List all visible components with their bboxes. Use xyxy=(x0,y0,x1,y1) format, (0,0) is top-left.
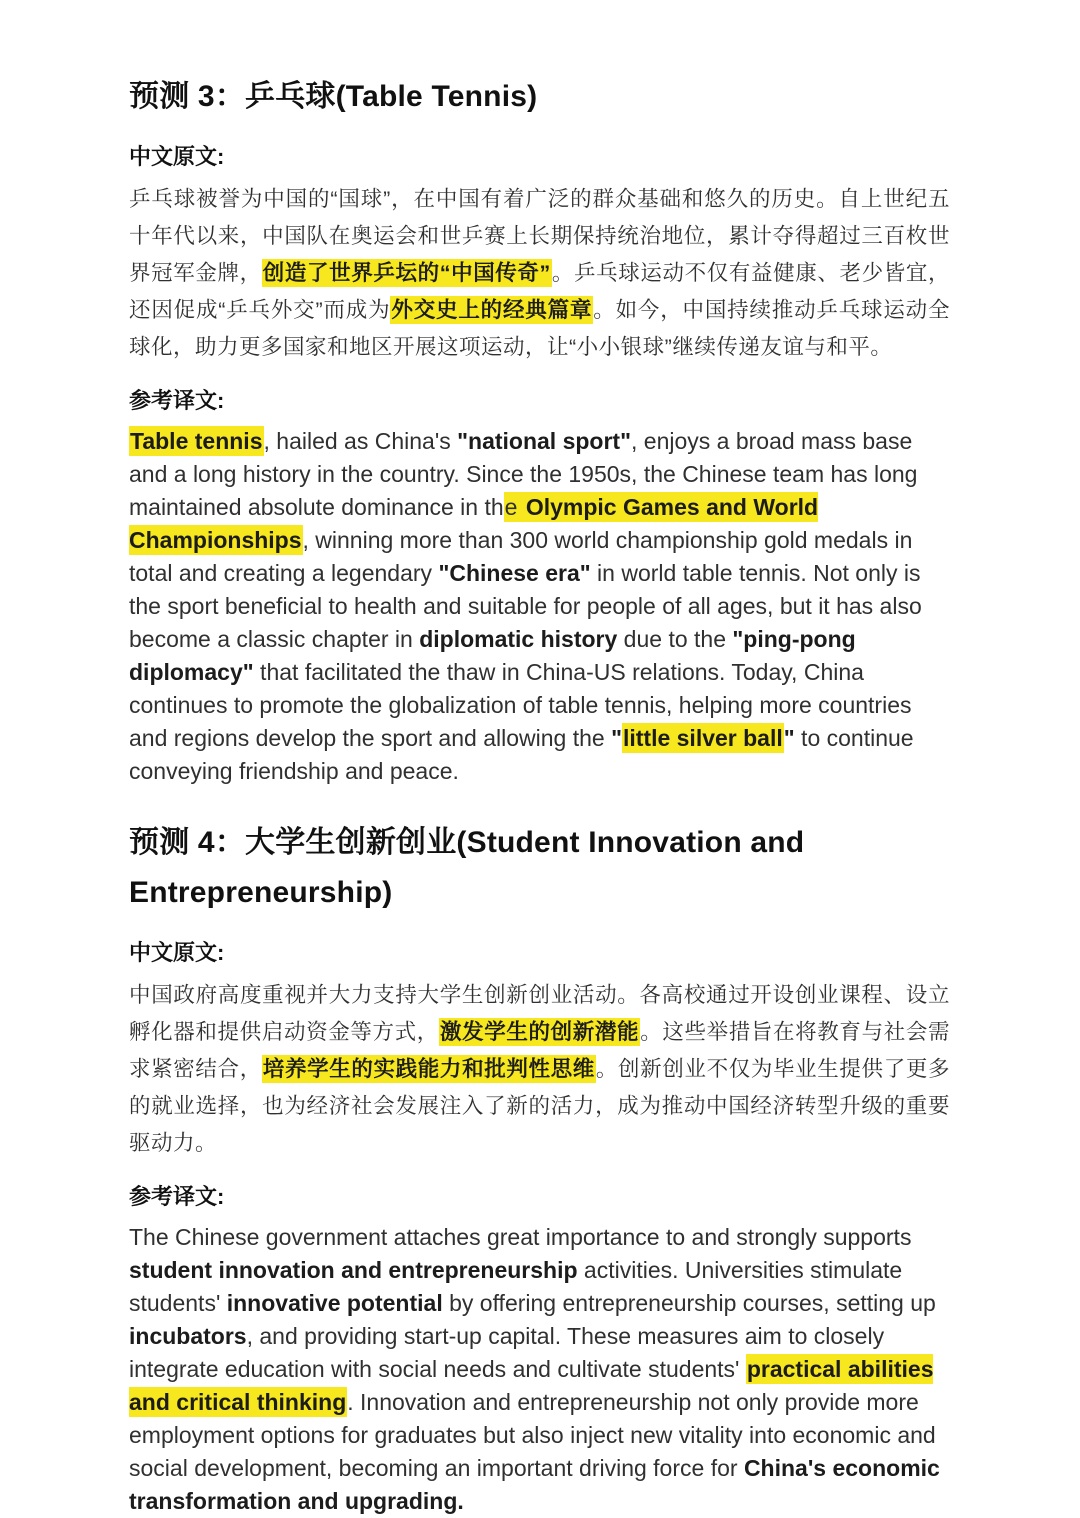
bold-text: " xyxy=(611,725,622,751)
bold-text: innovative potential xyxy=(226,1290,443,1316)
text-run: 。这些举措旨在将教育与社会需求紧密结合， xyxy=(129,1020,950,1081)
bold-text: diplomatic history xyxy=(419,626,618,652)
source-label: 中文原文: xyxy=(129,144,225,169)
text-run: that facilitated the thaw in China-US relations. Today, China continues to promote the globalization of table tennis, helping more countries and regions develop the sport and allowing the xyxy=(129,659,912,751)
bold-text: student innovation and entrepreneurship xyxy=(129,1257,578,1283)
section-title: 预测 4：大学生创新创业(Student Innovation and Entrepreneurship) xyxy=(129,826,805,909)
text-run: , and providing start-up capital. These measures aim to closely integrate education with social needs and cultivate students' xyxy=(129,1323,885,1382)
highlighted-text: Table tennis xyxy=(130,428,263,454)
text-run: , hailed as China's xyxy=(263,428,458,454)
bold-text: incubators xyxy=(129,1323,247,1349)
bold-text: China's economic transformation and upgrading. xyxy=(129,1455,940,1514)
text-run: 。如今，中国持续推动乒乓球运动全球化，助力更多国家和地区开展这项运动，让“小小银球”继续传递友谊与和平。 xyxy=(129,298,950,359)
source-label: 中文原文: xyxy=(129,940,225,965)
section-prediction-4 xyxy=(129,818,950,1518)
text-run: due to the xyxy=(617,626,733,652)
highlighted-text: Olympic Games and World Championships xyxy=(129,494,819,553)
text-run: 乒乓球被誉为中国的“国球”，在中国有着广泛的群众基础和悠久的历史。自上世纪五十年代以来，中国队在奥运会和世乒赛上长期保持统治地位，累计夺得超过三百枚世界冠军金牌， xyxy=(129,187,950,285)
source-paragraph xyxy=(129,181,950,366)
text-run: 。创新创业不仅为毕业生提供了更多的就业选择，也为经济社会发展注入了新的活力，成为推动中国经济转型升级的重要驱动力。 xyxy=(129,1057,950,1155)
bold-text: "national sport" xyxy=(457,428,631,454)
highlighted-text: practical abilities and critical thinking xyxy=(129,1356,934,1415)
text-run: , enjoys a broad mass base and a long history in the country. Since the 1950s, the Chinese team has long maintained absolute dominance in th xyxy=(129,428,918,520)
translation-label: 参考译文: xyxy=(129,388,225,413)
highlighted-text: 培养学生的实践能力和批判性思维 xyxy=(262,1057,595,1081)
highlighted-text: 激发学生的创新潜能 xyxy=(439,1020,640,1044)
text-run: , winning more than 300 world championship gold medals in total and creating a legendary xyxy=(129,527,913,586)
section-title: 预测 3：乒乓球(Table Tennis) xyxy=(129,80,538,113)
bold-text: "ping-pong diplomacy" xyxy=(129,626,856,685)
bold-text: "Chinese era" xyxy=(438,560,591,586)
source-paragraph xyxy=(129,977,950,1162)
highlighted-text: e xyxy=(504,494,524,520)
translation-paragraph xyxy=(129,1221,950,1518)
bold-text: " xyxy=(783,725,795,751)
text-run: 。乒乓球运动不仅有益健康、老少皆宜，还因促成“乒乓外交”而成为 xyxy=(129,261,950,322)
highlighted-text: little silver ball xyxy=(622,725,783,751)
text-run: 中国政府高度重视并大力支持大学生创新创业活动。各高校通过开设创业课程、设立孵化器和提供启动资金等方式， xyxy=(129,983,950,1044)
text-run: in world table tennis. Not only is the sport beneficial to health and suitable for people of all ages, but it has also become a classic chapter in xyxy=(129,560,922,652)
translation-label: 参考译文: xyxy=(129,1184,225,1209)
highlighted-text: 创造了世界乒坛的“中国传奇” xyxy=(262,261,551,285)
text-run: to continue conveying friendship and peace. xyxy=(129,725,914,784)
section-prediction-3 xyxy=(129,72,950,788)
text-run: . Innovation and entrepreneurship not only provide more employment options for graduates but also inject new vitality into economic and social development, becoming an important driving force for xyxy=(129,1389,936,1481)
text-run: activities. Universities stimulate students' xyxy=(129,1257,903,1316)
translation-paragraph xyxy=(129,425,950,788)
text-run: The Chinese government attaches great importance to and strongly supports xyxy=(129,1224,912,1250)
text-run: by offering entrepreneurship courses, setting up xyxy=(442,1290,936,1316)
highlighted-text: 外交史上的经典篇章 xyxy=(391,298,593,322)
